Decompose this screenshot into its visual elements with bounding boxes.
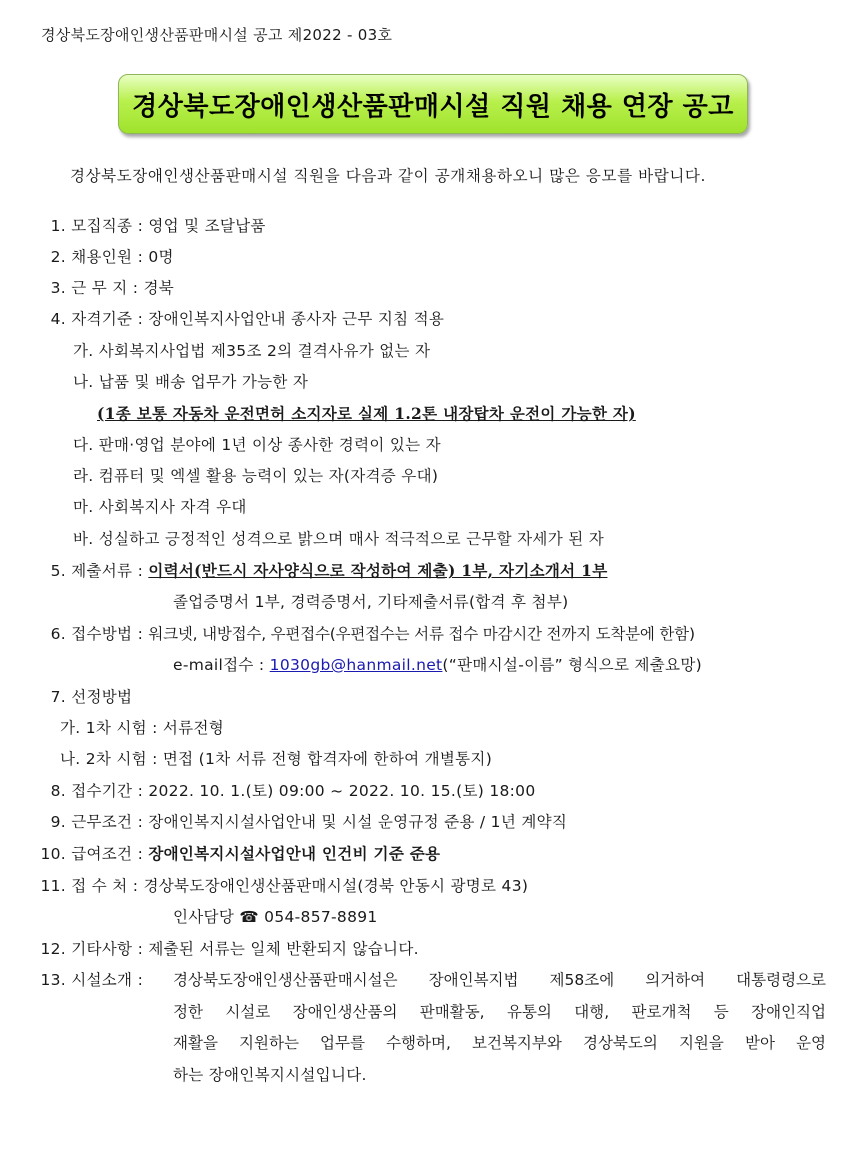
facility-intro-line-4: 하는 장애인복지시설입니다. (173, 1066, 367, 1084)
email-link[interactable]: 1030gb@hanmail.net (269, 656, 443, 674)
item-qualification: 4. 자격기준 : 장애인복지사업안내 종사자 근무 지침 적용 (50, 310, 445, 328)
item-application-period: 8. 접수기간 : 2022. 10. 1.(토) 09:00 ~ 2022. 10. 15.(토) 18:00 (50, 782, 536, 800)
item-application-method: 6. 접수방법 : 워크넷, 내방접수, 우편접수(우편접수는 서류 접수 마감시간 전까지 도착분에 한함) (50, 625, 695, 643)
page-title: 경상북도장애인생산품판매시설 직원 채용 연장 공고 (132, 91, 734, 122)
item-work-conditions: 9. 근무조건 : 장애인복지시설사업안내 및 시설 운영규정 준용 / 1년 계약직 (50, 813, 568, 831)
qualification-sub-na: 나. 납품 및 배송 업무가 가능한 자 (73, 373, 309, 391)
item-facility-intro: 13. 시설소개 : (40, 971, 144, 989)
facility-intro-line-3: 재활을 지원하는 업무를 수행하며, 보건복지부와 경상북도의 지원을 받아 운영 (173, 1034, 826, 1052)
item-reception: 11. 접 수 처 : 경상북도장애인생산품판매시설(경북 안동시 광명로 43) (40, 877, 529, 895)
qualification-sub-ra: 라. 컴퓨터 및 엑셀 활용 능력이 있는 자(자격증 우대) (73, 467, 439, 485)
qualification-sub-ga: 가. 사회복지사업법 제35조 2의 결격사유가 없는 자 (73, 342, 431, 360)
documents-additional: 졸업증명서 1부, 경력증명서, 기타제출서류(합격 후 첨부) (173, 593, 569, 611)
item-documents: 5. 제출서류 : 이력서(반드시 자사양식으로 작성하여 제출) 1부, 자기소개서 1부 (50, 561, 608, 580)
qualification-license-note: (1종 보통 자동차 운전면허 소지자로 실제 1.2톤 내장탑차 운전이 가능한 자) (97, 404, 636, 423)
item-selection-method: 7. 선정방법 (50, 688, 133, 706)
intro-text: 경상북도장애인생산품판매시설 직원을 다음과 같이 공개채용하오니 많은 응모를 바랍니다. (70, 167, 706, 185)
reception-contact: 인사담당 ☎ 054-857-8891 (173, 908, 378, 926)
item-headcount: 2. 채용인원 : 0명 (50, 248, 174, 266)
application-email-line: e-mail접수 : 1030gb@hanmail.net(“판매시설-이름” 형식으로 제출요망) (173, 656, 702, 674)
qualification-sub-ba: 바. 성실하고 긍정적인 성격으로 밝으며 매사 적극적으로 근무할 자세가 된 자 (73, 530, 604, 548)
facility-intro-line-1: 경상북도장애인생산품판매시설은 장애인복지법 제58조에 의거하여 대통령령으로 (173, 971, 826, 989)
item-other-notes: 12. 기타사항 : 제출된 서류는 일체 반환되지 않습니다. (40, 940, 419, 958)
item-salary-conditions: 10. 급여조건 : 장애인복지시설사업안내 인건비 기준 준용 (40, 844, 441, 863)
item-workplace: 3. 근 무 지 : 경북 (50, 279, 175, 297)
qualification-sub-da: 다. 판매·영업 분야에 1년 이상 종사한 경력이 있는 자 (73, 436, 441, 454)
selection-first-round: 가. 1차 시험 : 서류전형 (60, 719, 225, 737)
title-banner (118, 74, 748, 134)
document-number: 경상북도장애인생산품판매시설 공고 제2022 - 03호 (41, 26, 393, 44)
item-recruit-type: 1. 모집직종 : 영업 및 조달납품 (50, 217, 266, 235)
facility-intro-line-2: 정한 시설로 장애인생산품의 판매활동, 유통의 대행, 판로개척 등 장애인직업 (173, 1003, 826, 1021)
qualification-sub-ma: 마. 사회복지사 자격 우대 (73, 498, 247, 516)
selection-second-round: 나. 2차 시험 : 면접 (1차 서류 전형 합격자에 한하여 개별통지) (60, 750, 493, 768)
